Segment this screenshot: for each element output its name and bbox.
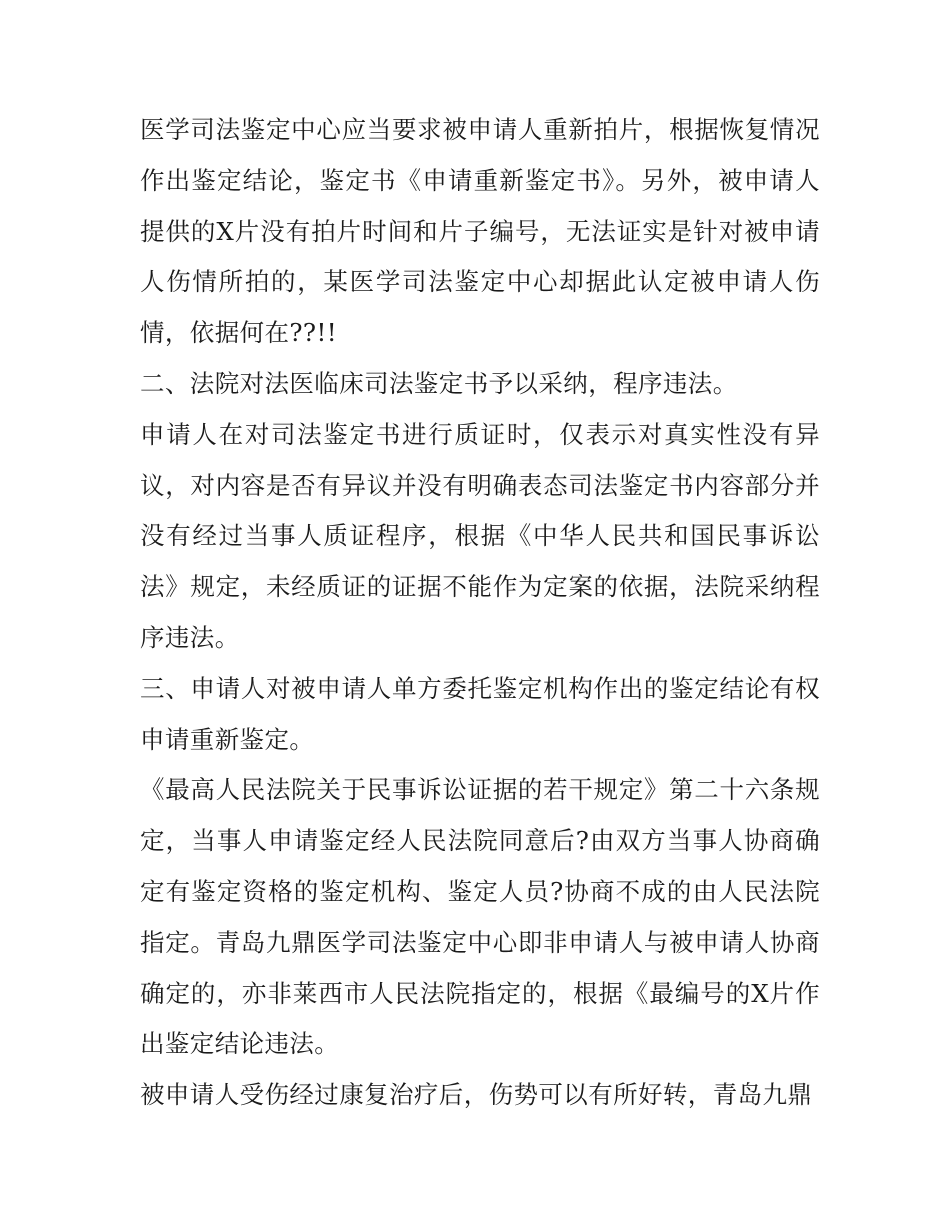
- paragraph-3: 申请人在对司法鉴定书进行质证时，仅表示对真实性没有异议，对内容是否有异议并没有明确表态司法鉴定书内容部分并没有经过当事人质证程序，根据《中华人民共和国民事诉讼法》规定，未经质证的证据不能作为定案的依据，法院采纳程序违法。: [140, 419, 820, 652]
- paragraph-1: 医学司法鉴定中心应当要求被申请人重新拍片，根据恢复情况作出鉴定结论，鉴定书《申请重新鉴定书》。另外，被申请人提供的X片没有拍片时间和片子编号，无法证实是针对被申请人伤情所拍的，某医学司法鉴定中心却据此认定被申请人伤情，依据何在??!!: [140, 115, 820, 348]
- paragraph-6: 被申请人受伤经过康复治疗后，伤势可以有所好转，青岛九鼎: [140, 1080, 813, 1110]
- paragraph-2-heading: 二、法院对法医临床司法鉴定书予以采纳，程序违法。: [140, 368, 738, 398]
- paragraph-4-heading: 三、申请人对被申请人单方委托鉴定机构作出的鉴定结论有权申请重新鉴定。: [140, 673, 820, 754]
- document-body: [140, 105, 820, 1121]
- paragraph-5: 《最高人民法院关于民事诉讼证据的若干规定》第二十六条规定，当事人申请鉴定经人民法院同意后?由双方当事人协商确定有鉴定资格的鉴定机构、鉴定人员?协商不成的由人民法院指定。青岛九鼎医学司法鉴定中心即非申请人与被申请人协商确定的，亦非莱西市人民法院指定的，根据《最编号的X片作出鉴定结论违法。: [140, 775, 820, 1059]
